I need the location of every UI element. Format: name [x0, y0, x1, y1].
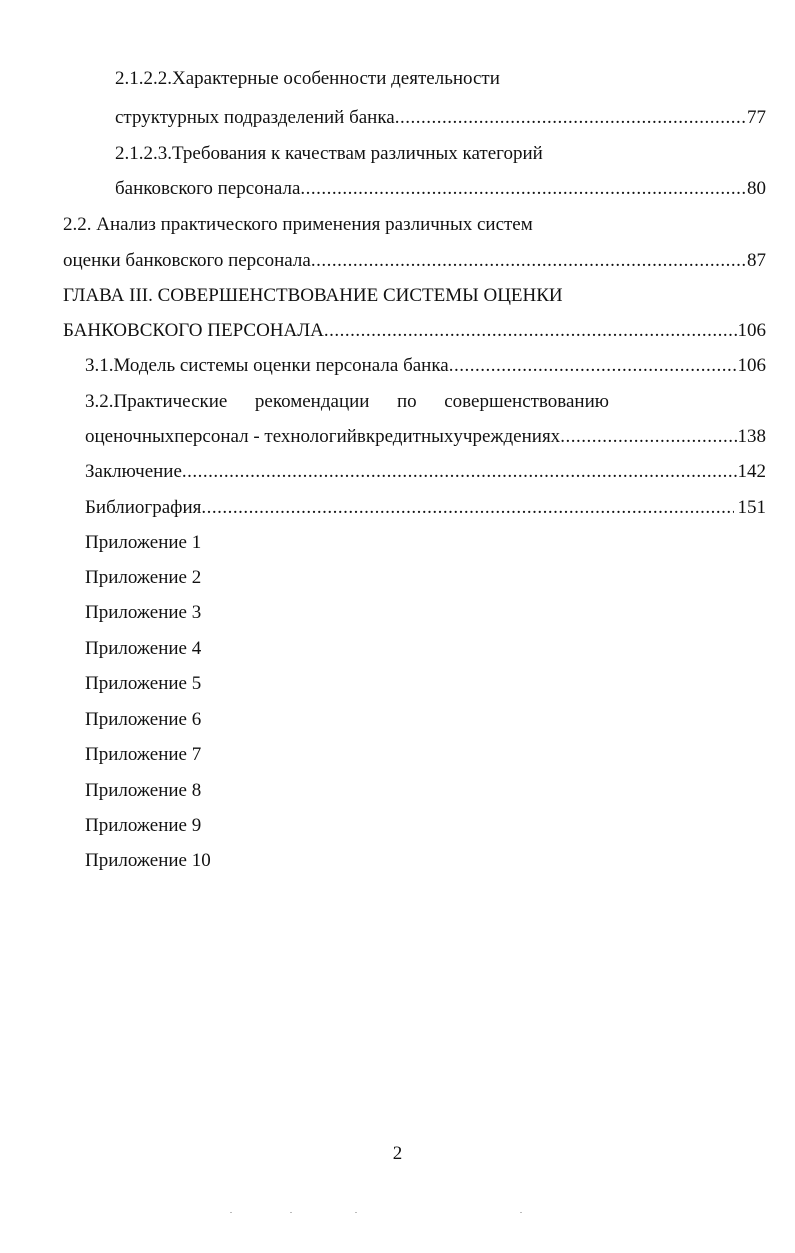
toc-bibliography-title: Библиография: [85, 497, 202, 518]
toc-entry-3-2-word: совершенствованию: [444, 391, 609, 412]
toc-entry-2-1-2-2-continuation: структурных подразделений банка: [115, 107, 395, 128]
toc-leader-dots: [560, 425, 737, 449]
toc-chapter-3-continuation: БАНКОВСКОГО ПЕРСОНАЛА: [63, 320, 324, 341]
scan-speck: [290, 1212, 292, 1213]
scan-speck: [230, 1212, 232, 1213]
toc-entry-3-2-page: 138: [737, 426, 766, 447]
toc-entry-2-1-2-3[interactable]: [115, 177, 766, 201]
toc-leader-dots: [182, 460, 738, 484]
toc-entry-2-1-2-2-title: 2.1.2.2.Характерные особенности деятельности: [115, 68, 500, 89]
toc-appendix-2[interactable]: Приложение 2: [85, 567, 202, 588]
toc-entry-3-2-continuation: [85, 425, 560, 449]
toc-entry-2-2-continuation: оценки банковского персонала: [63, 250, 311, 271]
toc-entry-3-2-word: 3.2.Практические: [85, 391, 228, 412]
toc-entry-3-2-word: кредитных: [365, 426, 454, 447]
toc-entry-3-2-word: учреждениях: [453, 426, 561, 447]
toc-appendix-4[interactable]: Приложение 4: [85, 638, 202, 659]
toc-entry-2-2[interactable]: [63, 249, 766, 273]
toc-chapter-3[interactable]: [63, 319, 766, 343]
toc-entry-3-2-title: [85, 390, 609, 414]
toc-appendix-7[interactable]: Приложение 7: [85, 744, 202, 765]
toc-entry-2-1-2-3-title: 2.1.2.3.Требования к качествам различных категорий: [115, 143, 543, 164]
toc-entry-2-1-2-2-page: 77: [747, 107, 766, 128]
toc-entry-3-1-page: 106: [737, 355, 766, 376]
toc-entry-3-2-word: оценочных: [85, 426, 175, 447]
toc-entry-2-1-2-3-continuation: банковского персонала: [115, 178, 301, 199]
toc-chapter-3-page: 106: [737, 320, 766, 341]
toc-leader-dots: [395, 106, 747, 130]
toc-entry-3-1-title: 3.1.Модель системы оценки персонала банка: [85, 355, 449, 376]
toc-bibliography-page: 151: [737, 497, 766, 518]
toc-entry-3-2-word: рекомендации: [254, 391, 370, 412]
toc-entry-2-1-2-2[interactable]: [115, 106, 766, 130]
toc-leader-dots: [300, 177, 747, 201]
toc-entry-2-1-2-3-page: 80: [747, 178, 766, 199]
toc-entry-3-2[interactable]: [85, 425, 766, 449]
toc-conclusion-page: 142: [737, 461, 766, 482]
page-number: 2: [392, 1143, 403, 1164]
toc-entry-3-2-word: в: [356, 426, 366, 447]
toc-appendix-1[interactable]: Приложение 1: [85, 532, 202, 553]
toc-appendix-3[interactable]: Приложение 3: [85, 602, 202, 623]
toc-bibliography[interactable]: [85, 496, 766, 520]
toc-leader-dots: [311, 249, 747, 273]
toc-leader-dots: [324, 319, 738, 343]
scan-speck: [355, 1212, 357, 1213]
toc-appendix-6[interactable]: Приложение 6: [85, 709, 202, 730]
toc-appendix-5[interactable]: Приложение 5: [85, 673, 202, 694]
toc-entry-2-2-page: 87: [747, 250, 766, 271]
toc-entry-3-2-word: персонал - технологий: [174, 426, 357, 447]
toc-leader-dots: [201, 496, 733, 520]
toc-entry-2-2-title: 2.2. Анализ практического применения различных систем: [63, 214, 533, 235]
toc-appendix-10[interactable]: Приложение 10: [85, 850, 211, 871]
toc-chapter-3-title: ГЛАВА III. СОВЕРШЕНСТВОВАНИЕ СИСТЕМЫ ОЦЕНКИ: [63, 285, 563, 306]
toc-leader-dots: [449, 354, 738, 378]
toc-conclusion-title: Заключение: [85, 461, 182, 482]
toc-appendix-8[interactable]: Приложение 8: [85, 780, 202, 801]
toc-entry-3-1[interactable]: [85, 354, 766, 378]
toc-entry-3-2-word: по: [397, 391, 417, 412]
scan-speck: [520, 1212, 522, 1213]
toc-conclusion[interactable]: [85, 460, 766, 484]
toc-appendix-9[interactable]: Приложение 9: [85, 815, 202, 836]
scan-artifacts: [230, 1212, 550, 1214]
